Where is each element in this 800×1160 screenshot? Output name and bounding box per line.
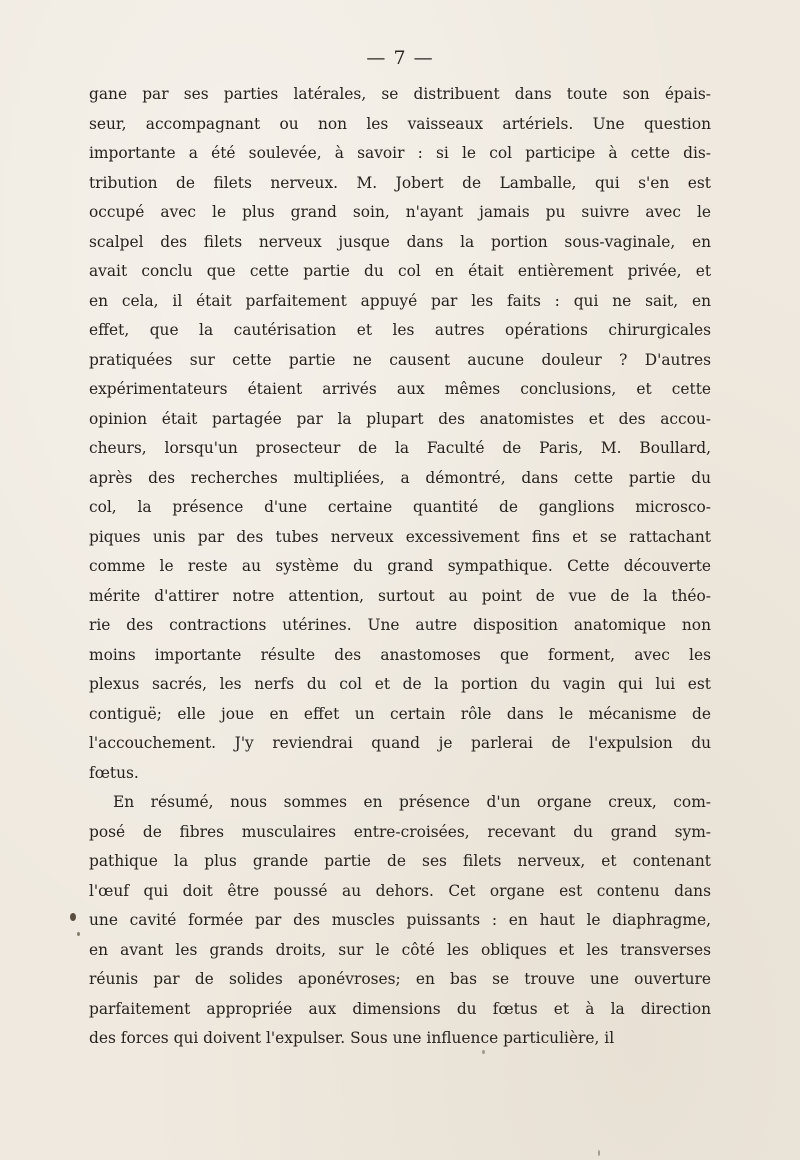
text-line: en avant les grands droits, sur le côté les obliques et les transverses [89, 940, 711, 959]
text-line: contiguë; elle joue en effet un certain rôle dans le mécanisme de [89, 704, 711, 723]
page-number: — 7 — [366, 47, 434, 69]
ink-speck [598, 1150, 600, 1156]
text-line: posé de fibres musculaires entre-croisées, recevant du grand sym- [89, 822, 711, 841]
text-line: opinion était partagée par la plupart des anatomistes et des accou- [89, 409, 711, 428]
text-line: en cela, il était parfaitement appuyé par les faits : qui ne sait, en [89, 291, 711, 310]
text-line: une cavité formée par des muscles puissants : en haut le diaphragme, [89, 911, 711, 929]
text-line: réunis par de solides aponévroses; en bas se trouve une ouverture [89, 970, 711, 988]
text-line: importante a été soulevée, à savoir : si le col participe à cette dis- [89, 144, 711, 162]
text-line: seur, accompagnant ou non les vaisseaux artériels. Une question [89, 114, 711, 133]
text-line: pratiquées sur cette partie ne causent aucune douleur ? D'autres [89, 350, 711, 369]
text-line: rie des contractions utérines. Une autre disposition anatomique non [89, 616, 711, 634]
text-line: l'œuf qui doit être poussé au dehors. Cet organe est contenu dans [89, 881, 711, 900]
text-line: scalpel des filets nerveux jusque dans la portion sous-vaginale, en [89, 232, 711, 251]
text-line: l'accouchement. J'y reviendrai quand je parlerai de l'expulsion du [89, 734, 711, 752]
ink-speck [482, 1050, 485, 1054]
text-line: effet, que la cautérisation et les autres opérations chirurgicales [89, 321, 711, 339]
text-line: En résumé, nous sommes en présence d'un organe creux, com- [113, 793, 711, 811]
ink-speck [70, 913, 76, 921]
text-line: pathique la plus grande partie de ses filets nerveux, et contenant [89, 852, 711, 870]
text-line: expérimentateurs étaient arrivés aux mêmes conclusions, et cette [89, 380, 711, 398]
text-line: plexus sacrés, les nerfs du col et de la portion du vagin qui lui est [89, 675, 711, 693]
text-line: moins importante résulte des anastomoses que forment, avec les [89, 645, 711, 664]
text-line: fœtus. [89, 763, 139, 782]
paragraph [89, 788, 711, 1054]
text-line: après des recherches multipliées, a démontré, dans cette partie du [89, 468, 711, 487]
text-line: comme le reste au système du grand sympathique. Cette découverte [89, 557, 711, 575]
text-line: occupé avec le plus grand soin, n'ayant jamais pu suivre avec le [89, 203, 711, 221]
text-line: piques unis par des tubes nerveux excessivement fins et se rattachant [89, 527, 711, 546]
text-line: avait conclu que cette partie du col en était entièrement privée, et [89, 262, 711, 280]
text-line: col, la présence d'une certaine quantité de ganglions microsco- [89, 498, 711, 516]
text-line: des forces qui doivent l'expulser. Sous une influence particulière, il [89, 1029, 615, 1047]
body-text [89, 80, 711, 1054]
paragraph [89, 80, 711, 788]
text-line: tribution de filets nerveux. M. Jobert de Lamballe, qui s'en est [89, 173, 711, 192]
text-line: cheurs, lorsqu'un prosecteur de la Faculté de Paris, M. Boullard, [89, 439, 711, 457]
text-line: mérite d'attirer notre attention, surtout au point de vue de la théo- [89, 586, 711, 605]
text-line: gane par ses parties latérales, se distribuent dans toute son épais- [89, 85, 711, 103]
text-line: parfaitement appropriée aux dimensions du fœtus et à la direction [89, 999, 711, 1018]
ink-speck [77, 932, 80, 936]
